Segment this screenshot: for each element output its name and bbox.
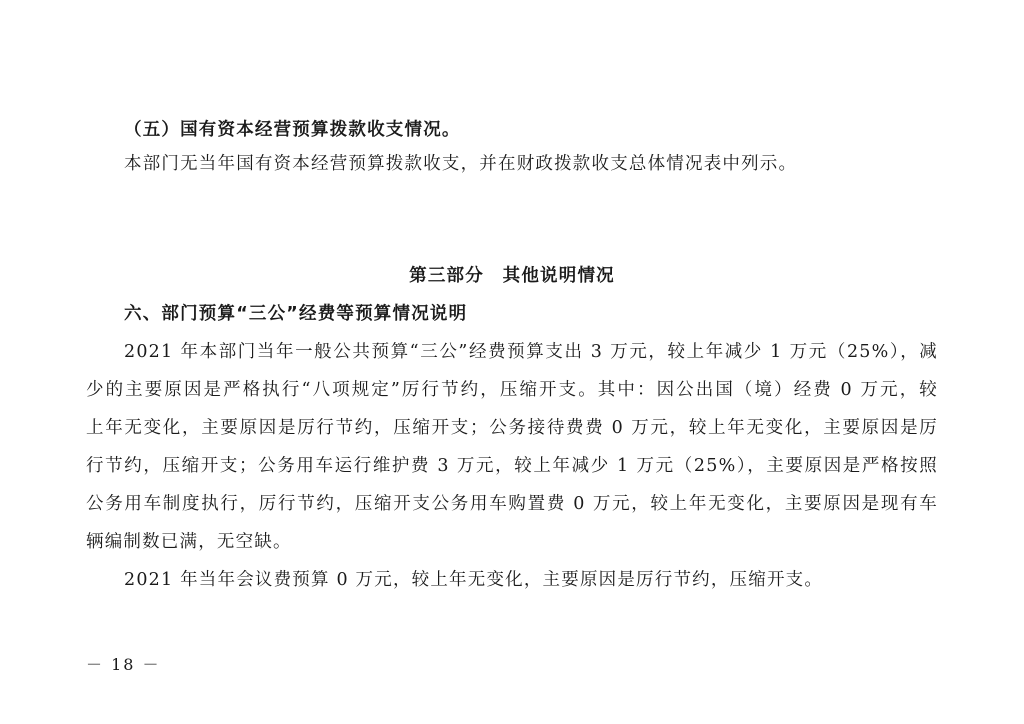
paragraph-line: 行节约，压缩开支；公务用车运行维护费 3 万元，较上年减少 1 万元（25%），主要原因是严格按照 [86,456,938,476]
paragraph-line: 辆编制数已满，无空缺。 [86,532,292,552]
section-five-body: 本部门无当年国有资本经营预算拨款收支，并在财政拨款收支总体情况表中列示。 [124,154,798,174]
paragraph-meeting-fee: 2021 年当年会议费预算 0 万元，较上年无变化，主要原因是厉行节约，压缩开支。 [124,570,824,590]
paragraph-line: 公务用车制度执行，厉行节约，压缩开支公务用车购置费 0 万元，较上年无变化，主要原因是现有车 [86,494,938,514]
paragraph-line: 2021 年本部门当年一般公共预算“三公”经费预算支出 3 万元，较上年减少 1 万元（25%），减 [124,342,938,362]
section-six-heading: 六、部门预算“三公”经费等预算情况说明 [124,304,468,324]
part-three-title: 第三部分 其他说明情况 [409,266,615,286]
section-five-heading: （五）国有资本经营预算拨款收支情况。 [124,120,461,140]
paragraph-line: 少的主要原因是严格执行“八项规定”厉行节约，压缩开支。其中：因公出国（境）经费 0 万元，较 [86,380,938,400]
page-number: － 18 － [86,655,161,674]
paragraph-line: 上年无变化，主要原因是厉行节约，压缩开支；公务接待费费 0 万元，较上年无变化，主要原因是厉 [86,418,938,438]
